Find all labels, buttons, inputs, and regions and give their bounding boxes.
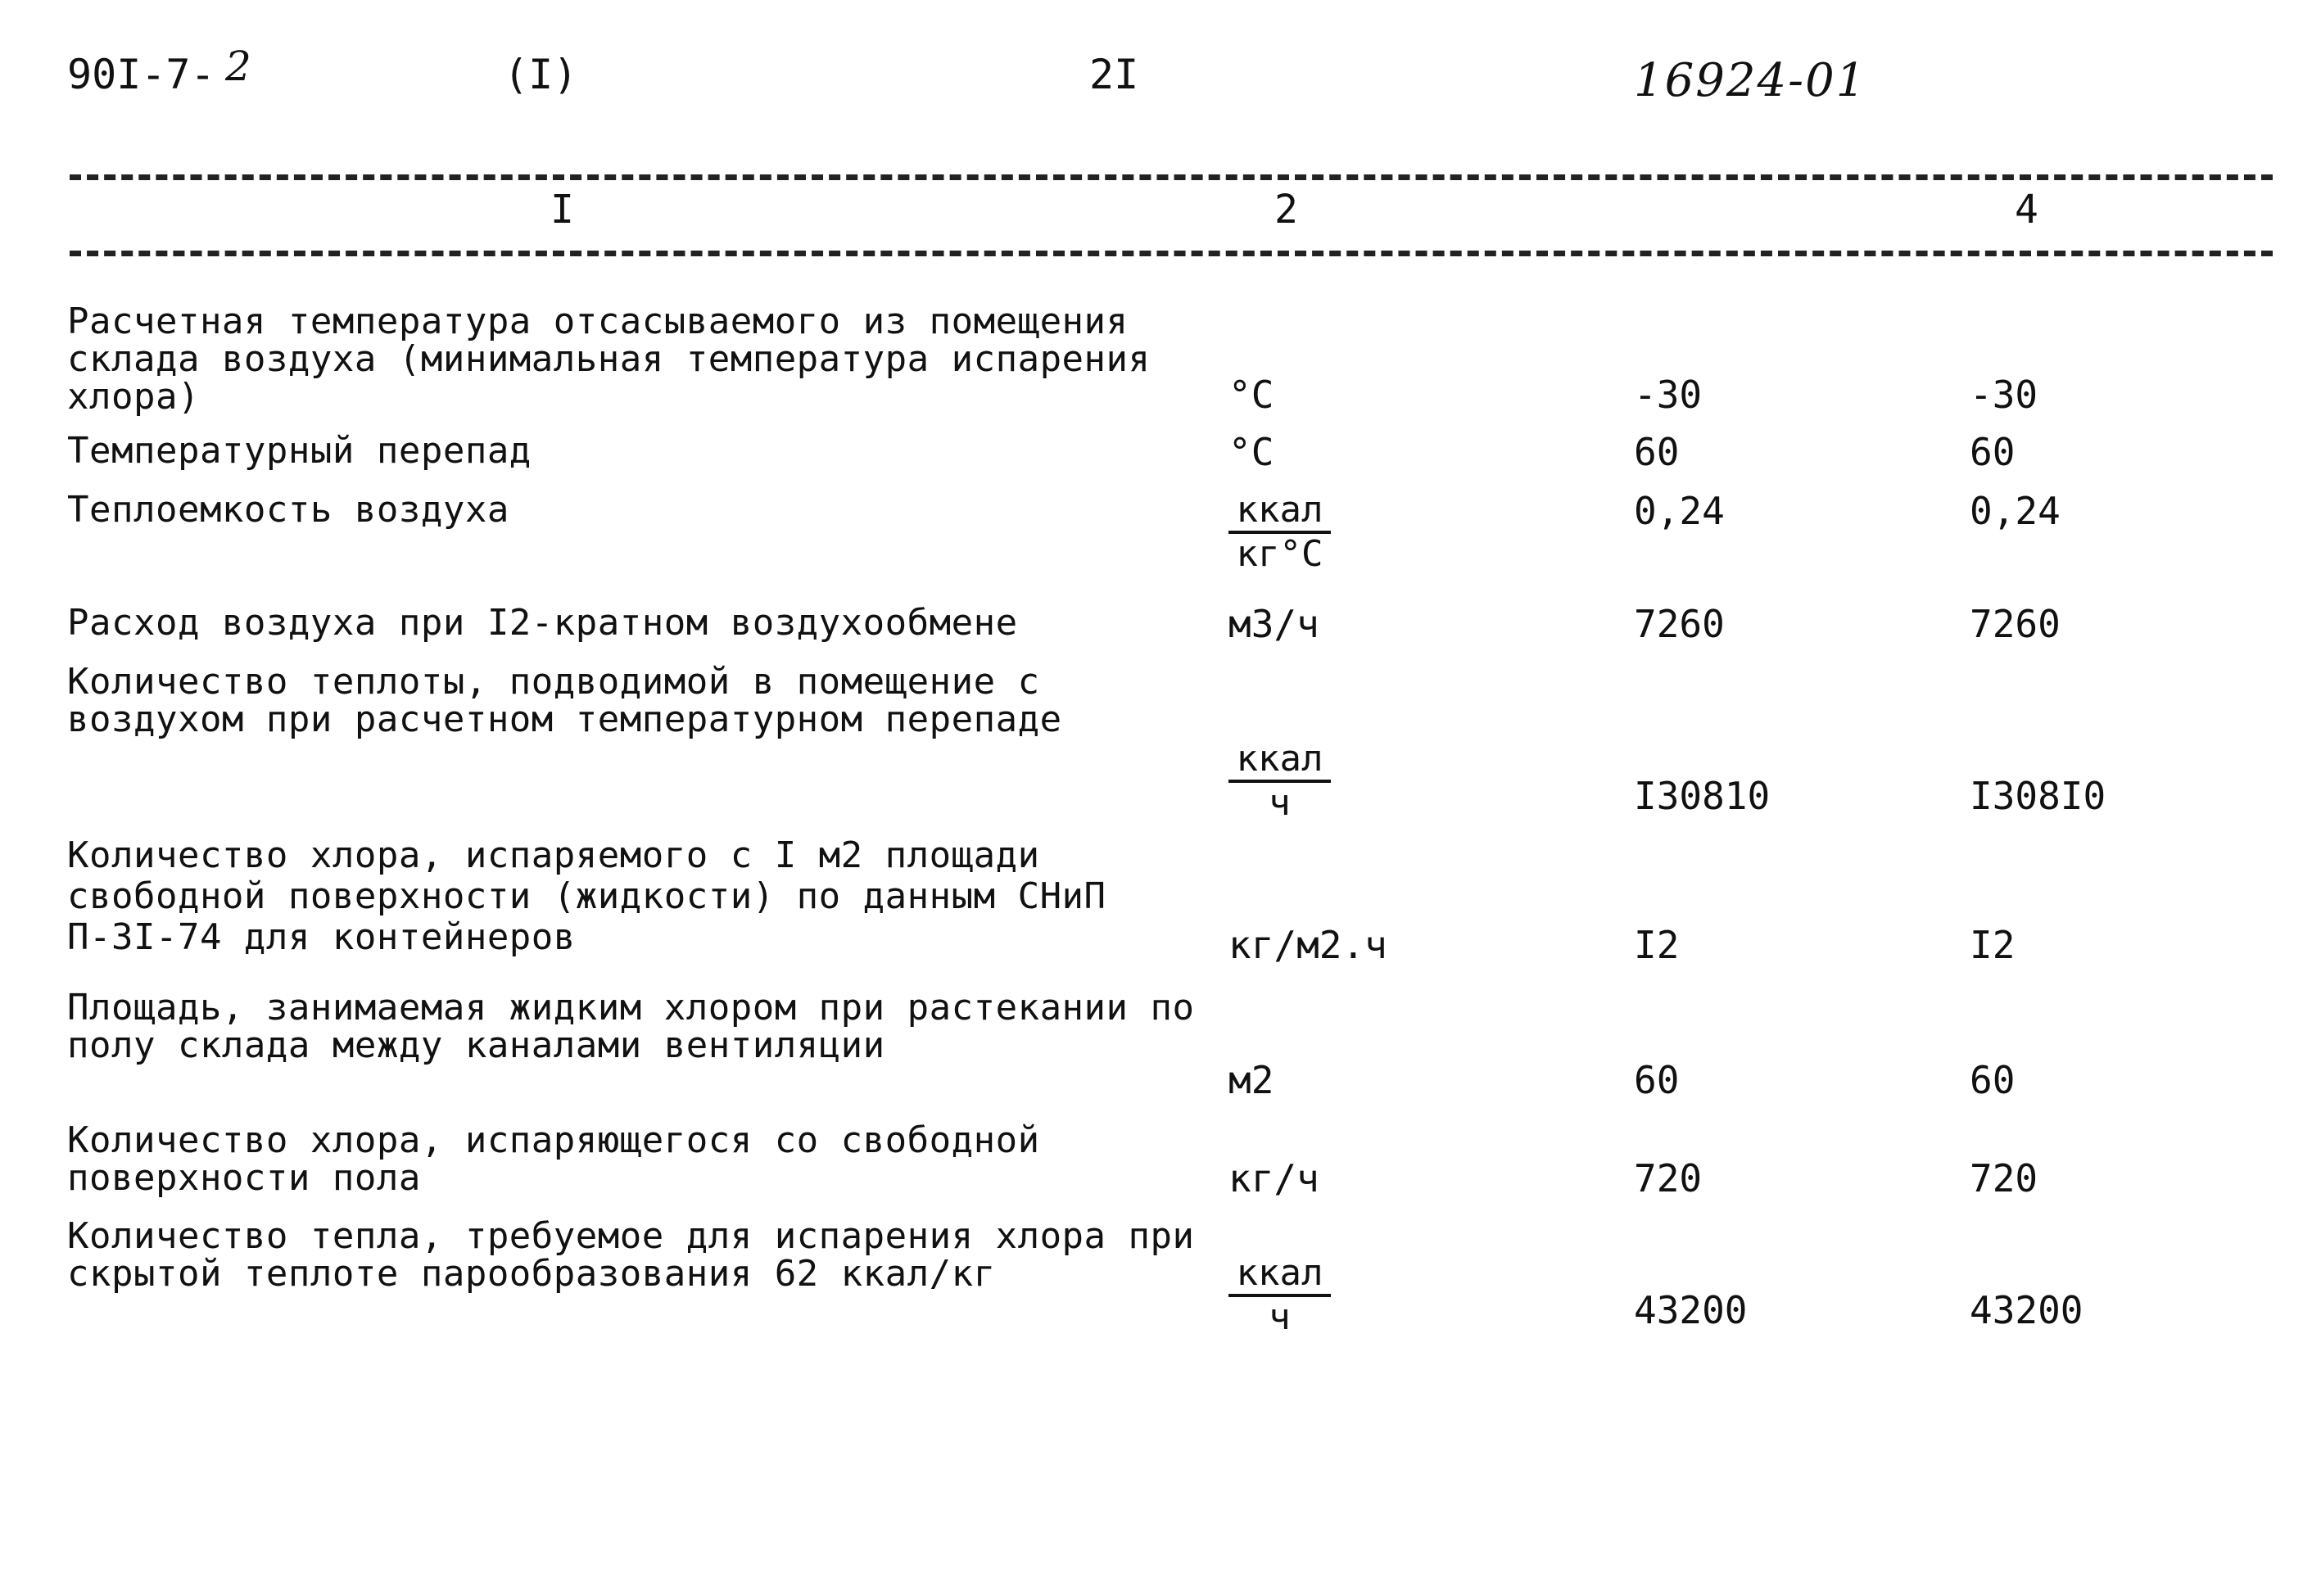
row-description: Расчетная температура отсасываемого из помещения склада воздуха (минимальная температура испарения хлора) xyxy=(67,301,1151,418)
row-value-col3: 60 xyxy=(1634,1058,1680,1102)
handwritten-inventory-number: 16924-01 xyxy=(1634,54,1867,107)
row-description: Площадь, занимаемая жидким хлором при растекании по полу склада между каналами вентиляции xyxy=(67,987,1195,1066)
document-series-suffix: 2 xyxy=(225,43,251,90)
row-value-col4: 60 xyxy=(1970,430,2016,474)
table-header-rule xyxy=(70,251,2273,256)
row-value-col3: I30810 xyxy=(1634,774,1771,818)
row-description: Количество хлора, испаряющегося со свободной поверхности пола xyxy=(67,1119,1040,1199)
unit-denominator: ч xyxy=(1269,782,1291,824)
unit-numerator: ккал xyxy=(1228,491,1331,534)
row-unit-fraction xyxy=(1228,740,1331,822)
row-value-col4: 0,24 xyxy=(1970,489,2061,533)
row-description: Количество тепла, требуемое для испарения хлора при скрытой теплоте парообразования 62 ккал/кг xyxy=(67,1215,1195,1295)
row-unit: кг/ч xyxy=(1228,1156,1319,1200)
row-unit-fraction xyxy=(1228,1252,1331,1338)
row-value-col3: I2 xyxy=(1634,923,1680,967)
row-value-col4: 60 xyxy=(1970,1058,2016,1102)
unit-denominator: кг°C xyxy=(1236,533,1323,575)
row-unit: °C xyxy=(1228,373,1274,417)
row-value-col3: 0,24 xyxy=(1634,489,1725,533)
row-value-col4: 7260 xyxy=(1970,602,2061,646)
document-series-code: 90I-7- xyxy=(67,51,215,98)
table-top-rule xyxy=(70,174,2273,180)
row-value-col3: -30 xyxy=(1634,373,1703,417)
row-value-col3: 60 xyxy=(1634,430,1680,474)
row-value-col3: 7260 xyxy=(1634,602,1725,646)
row-description: Теплоемкость воздуха xyxy=(67,489,509,531)
column-header-4: 4 xyxy=(2015,187,2038,233)
unit-numerator: ккал xyxy=(1228,740,1331,783)
row-description: Расход воздуха при I2-кратном воздухообмене xyxy=(67,602,1018,644)
unit-numerator: ккал xyxy=(1228,1255,1331,1297)
page-number: 2I xyxy=(1089,51,1139,98)
row-unit: м3/ч xyxy=(1228,602,1319,646)
row-value-col3: 720 xyxy=(1634,1156,1703,1200)
column-header-1: I xyxy=(550,187,574,233)
row-value-col4: 43200 xyxy=(1970,1288,2083,1332)
row-unit: м2 xyxy=(1228,1058,1274,1102)
unit-denominator: ч xyxy=(1269,1296,1291,1338)
row-value-col4: I308I0 xyxy=(1970,774,2106,818)
row-unit: кг/м2.ч xyxy=(1228,923,1387,967)
row-value-col4: -30 xyxy=(1970,373,2038,417)
row-description: Количество хлора, испаряемого с I м2 площади свободной поверхности (жидкости) по данным СНиП П-3I-74 для контейнеров xyxy=(67,834,1106,958)
row-description: Температурный перепад xyxy=(67,430,532,472)
row-value-col4: 720 xyxy=(1970,1156,2038,1200)
row-value-col4: I2 xyxy=(1970,923,2016,967)
column-header-2: 2 xyxy=(1274,187,1298,233)
document-part-number: (I) xyxy=(504,51,578,98)
row-description: Количество теплоты, подводимой в помещение с воздухом при расчетном температурном перепаде xyxy=(67,661,1062,740)
row-unit: °C xyxy=(1228,430,1274,474)
row-unit-fraction xyxy=(1228,491,1331,573)
row-value-col3: 43200 xyxy=(1634,1288,1748,1332)
